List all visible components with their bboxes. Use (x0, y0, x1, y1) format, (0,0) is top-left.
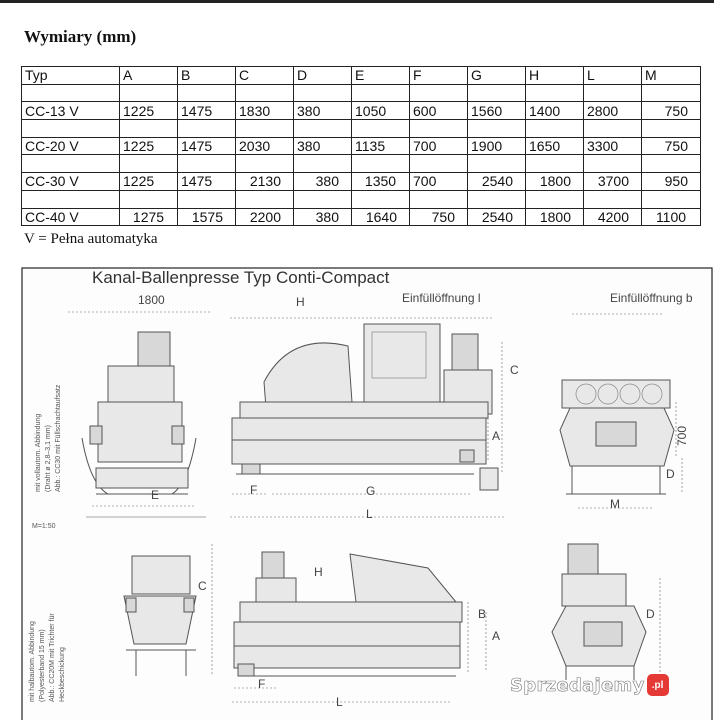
table-cell: 2130 (236, 173, 294, 191)
header-cell: E (352, 67, 410, 85)
note-line: (Polyesterband 15 mm) (39, 629, 46, 702)
drawing-svg (0, 262, 714, 720)
dim-h-label: H (296, 295, 305, 309)
table-cell: CC-13 V (22, 102, 120, 120)
note-line: Abb.: CC30 mit Füllschachtaufsatz (55, 384, 62, 492)
table-cell: 4200 (584, 208, 642, 226)
table-cell: 1800 (526, 208, 584, 226)
table-cell: 2540 (468, 208, 526, 226)
table-cell: 2540 (468, 173, 526, 191)
header-cell: L (584, 67, 642, 85)
dimensions-table (21, 66, 701, 226)
table-cell: 1225 (120, 173, 178, 191)
dim-g-label: G (366, 484, 376, 498)
table-cell: 3700 (584, 173, 642, 191)
table-cell: 1475 (178, 137, 236, 155)
header-cell: C (236, 67, 294, 85)
table-row (22, 102, 701, 120)
table-row (22, 173, 701, 191)
dim-h2-label: H (314, 565, 323, 579)
page-heading: Wymiary (mm) (24, 27, 137, 46)
drawing-title: Kanal-Ballenpresse Typ Conti-Compact (92, 268, 390, 287)
table-header-row (22, 67, 701, 85)
table-cell: 1575 (178, 208, 236, 226)
dim-b-label: B (478, 607, 487, 621)
top-rule (0, 0, 714, 3)
header-cell: G (468, 67, 526, 85)
header-cell: A (120, 67, 178, 85)
automation-note: V = Pełna automatyka (24, 231, 158, 247)
dim-d2-label: D (646, 607, 655, 621)
note-line: (Draht ø 2,8–3,1 mm) (45, 425, 52, 492)
table-cell: 950 (642, 173, 701, 191)
table-cell: 380 (294, 173, 352, 191)
table-cell: 700 (410, 173, 468, 191)
fill-opening-b-label: Einfüllöffnung b (610, 291, 693, 305)
dim-1800-label: 1800 (138, 293, 165, 307)
table-cell: 1135 (352, 137, 410, 155)
note-line: mit halbautom. Abbindung (29, 621, 36, 702)
motor-icon (138, 332, 170, 368)
dim-l2-label: L (336, 695, 343, 709)
table-cell: CC-30 V (22, 173, 120, 191)
table-cell: 2030 (236, 137, 294, 155)
header-cell: H (526, 67, 584, 85)
table-cell: 1900 (468, 137, 526, 155)
watermark (510, 670, 700, 700)
table-cell: 1650 (526, 137, 584, 155)
note-line: mit vollautom. Abbindung (35, 413, 42, 492)
dim-m-label: M (610, 497, 620, 511)
technical-drawing (0, 262, 714, 720)
table-cell: 1640 (352, 208, 410, 226)
dim-c2-label: C (198, 579, 207, 593)
header-cell: M (642, 67, 701, 85)
table-cell: 600 (410, 102, 468, 120)
fill-opening-l-label: Einfüllöffnung l (402, 291, 481, 305)
header-cell: B (178, 67, 236, 85)
dim-a2-label: A (492, 629, 501, 643)
table-spacer-row (22, 190, 701, 208)
table-cell: 1100 (642, 208, 701, 226)
table-cell: 380 (294, 208, 352, 226)
note-line: Abb.: CC20M mit Trichter für (49, 613, 56, 702)
dim-e-label: E (151, 488, 160, 502)
table-cell: 2800 (584, 102, 642, 120)
table-cell: 380 (294, 102, 352, 120)
dim-a-label: A (492, 429, 501, 443)
dim-l-label: L (366, 507, 373, 521)
table-cell: 1350 (352, 173, 410, 191)
table-cell: 380 (294, 137, 352, 155)
table-cell: 1225 (120, 137, 178, 155)
table-cell: 2200 (236, 208, 294, 226)
table-cell: 1800 (526, 173, 584, 191)
header-cell: D (294, 67, 352, 85)
table-spacer-row (22, 155, 701, 173)
table-cell: CC-40 V (22, 208, 120, 226)
note-line: Heckbeschickung (59, 647, 66, 702)
table-cell: 750 (410, 208, 468, 226)
scale-label: M=1:50 (32, 523, 56, 530)
table-cell: 1050 (352, 102, 410, 120)
header-cell: Typ (22, 67, 120, 85)
header-cell: F (410, 67, 468, 85)
watermark-text: Sprzedajemy (510, 674, 645, 696)
table-cell: 1475 (178, 102, 236, 120)
dim-f-label: F (250, 483, 258, 497)
table-cell: 750 (642, 137, 701, 155)
dim-f2-label: F (258, 677, 266, 691)
table-cell: 1475 (178, 173, 236, 191)
table-row (22, 208, 701, 226)
table-spacer-row (22, 120, 701, 138)
table-cell: 3300 (584, 137, 642, 155)
dim-c-label: C (510, 363, 519, 377)
table-cell: 1400 (526, 102, 584, 120)
table-cell: 1560 (468, 102, 526, 120)
table-cell: 750 (642, 102, 701, 120)
table-cell: 1275 (120, 208, 178, 226)
table-cell: CC-20 V (22, 137, 120, 155)
dim-700-label: 700 (675, 425, 689, 446)
table-cell: 1830 (236, 102, 294, 120)
table-spacer-row (22, 84, 701, 102)
table-cell: 1225 (120, 102, 178, 120)
table-row (22, 137, 701, 155)
table-cell: 700 (410, 137, 468, 155)
dim-d-label: D (666, 467, 675, 481)
watermark-badge: .pl (647, 674, 669, 696)
